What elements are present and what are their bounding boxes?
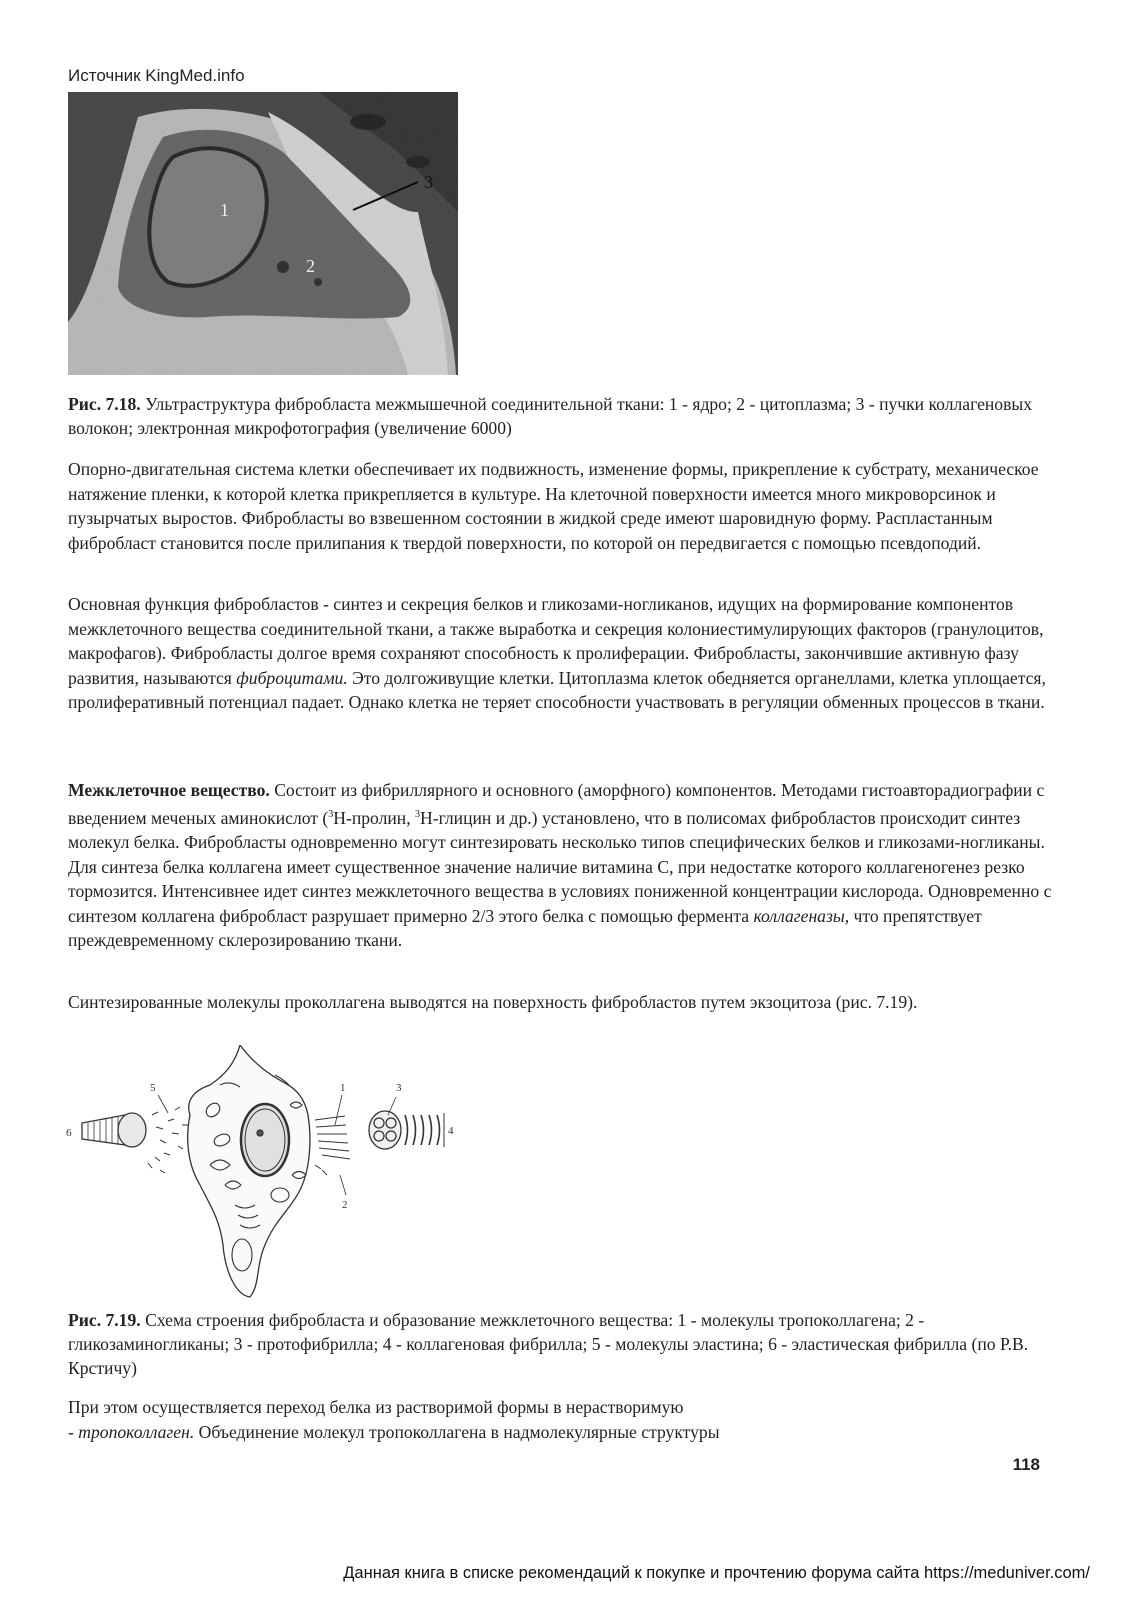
diagram-label-6: 6 [66,1127,72,1139]
paragraph-5-line-1: При этом осуществляется переход белка из растворимой формы в нерастворимую [68,1397,684,1417]
micrograph-label-1: 1 [220,200,229,220]
page-number: 118 [1012,1455,1040,1474]
caption-figure-7-19-label: Рис. 7.19. [68,1310,141,1330]
paragraph-2 [68,592,1068,715]
paragraph-1: Опорно-двигательная система клетки обеспечивает их подвижность, изменение формы, прикрепление к субстрату, механическое натяжение пленки, к которой клетка прикрепляется в культуре. На клеточной поверхности имеется много микроворсинок и пузырчатых выростов. Фибробласты во взвешенном состоянии в жидкой среде имеют шаровидную форму. Распластанным фибробласт становится после прилипания к твердой поверхности, по которой он передвигается с помощью псевдоподий. [68,459,1039,553]
micrograph-figure-7-18 [68,92,458,375]
paragraph-3-part-c: Н-глицин и др.) установлено, что в полисомах фибробластов происходит синтез молекул белка. Фибробласты одновременно могут синтезировать несколько типов специфических белков и гликозами-ногликаны. Для синтеза белка коллагена имеет существенное значение наличие витамина С, при недостатке которого коллагеногенез резко тормозится. Интенсивнее идет синтез межклеточного вещества в условиях пониженной концентрации кислорода. Одновременно с синтезом коллагена фибробласт разрушает примерно 2/3 этого белка с помощью фермента [68,807,1052,926]
paragraph-3-sup-2: 3 [415,808,420,820]
paragraph-5-dash: - [68,1421,79,1442]
diagram-label-3: 3 [396,1082,402,1094]
diagram-label-1: 1 [340,1082,346,1094]
paragraph-2-italic: фиброцитами. [236,667,348,688]
paragraph-2-part-a: Основная функция фибробластов - синтез и секреция белков и гликозами-ногликанов, идущих на формирование компонентов межклеточного вещества соединительной ткани, а также выработка и секреция колониестимулирующих факторов (гранулоцитов, макрофагов). Фибробласты долгое время сохраняют способность к пролиферации. Фибробласты, закончившие активную фазу развития, называются [68,594,1044,688]
source-label: Источник KingMed.info [68,66,245,85]
paragraph-3-part-a: Состоит из фибриллярного и основного (аморфного) компонентов. Методами гистоавторадиографии с введением меченых аминокислот ( [68,780,1045,828]
diagram-label-2: 2 [342,1199,348,1211]
paragraph-5-line-2 [68,1420,1068,1445]
paragraph-3-italic: коллагеназы, [753,905,850,926]
paragraph-3-part-d: что препятствует преждевременному склерозированию ткани. [68,905,982,951]
caption-figure-7-18-text: Ультраструктура фибробласта межмышечной соединительной ткани: 1 - ядро; 2 - цитоплазма; 3 - пучки коллагеновых волокон; электронная микрофотография (увеличение 6000) [68,394,1033,438]
caption-figure-7-19 [68,1308,1058,1380]
paragraph-3-heading: Межклеточное вещество. [68,780,270,800]
footer-note: Данная книга в списке рекомендаций к покупке и прочтению форума сайта https://meduniver.com/ [343,1564,1090,1582]
paragraph-3-part-b: Н-пролин, [333,807,415,828]
paragraph-2-part-b: Это долгоживущие клетки. Цитоплазма клеток обедняется органеллами, клетка уплощается, пролиферативный потенциал падает. Однако клетка не теряет способности участвовать в регуляции обменных процессов в ткани. [68,667,1046,713]
paragraph-3 [68,778,1068,953]
paragraph-5-italic: тропоколлаген. [78,1421,195,1442]
diagram-label-5: 5 [150,1082,156,1094]
paragraph-3-sup-1: 3 [328,808,334,820]
micrograph-label-2: 2 [306,256,315,276]
caption-figure-7-19-text: Схема строения фибробласта и образование межклеточного вещества: 1 - молекулы тропоколлагена; 2 - гликозаминогликаны; 3 - протофибрилла; 4 - коллагеновая фибрилла; 5 - молекулы эластина; 6 - эластическая фибрилла (по Р.В. Крстичу) [68,1310,1029,1378]
paragraph-4: Синтезированные молекулы проколлагена выводятся на поверхность фибробластов путем экзоцитоза (рис. 7.19). [68,992,918,1012]
micrograph-label-3: 3 [424,172,433,192]
caption-figure-7-18-label: Рис. 7.18. [68,394,141,414]
caption-figure-7-18 [68,392,1058,440]
diagram-figure-7-19 [60,1045,470,1300]
paragraph-5-part-c: Объединение молекул тропоколлагена в надмолекулярные структуры [194,1421,720,1442]
paragraph-5 [68,1395,1068,1444]
diagram-label-4: 4 [448,1125,454,1137]
